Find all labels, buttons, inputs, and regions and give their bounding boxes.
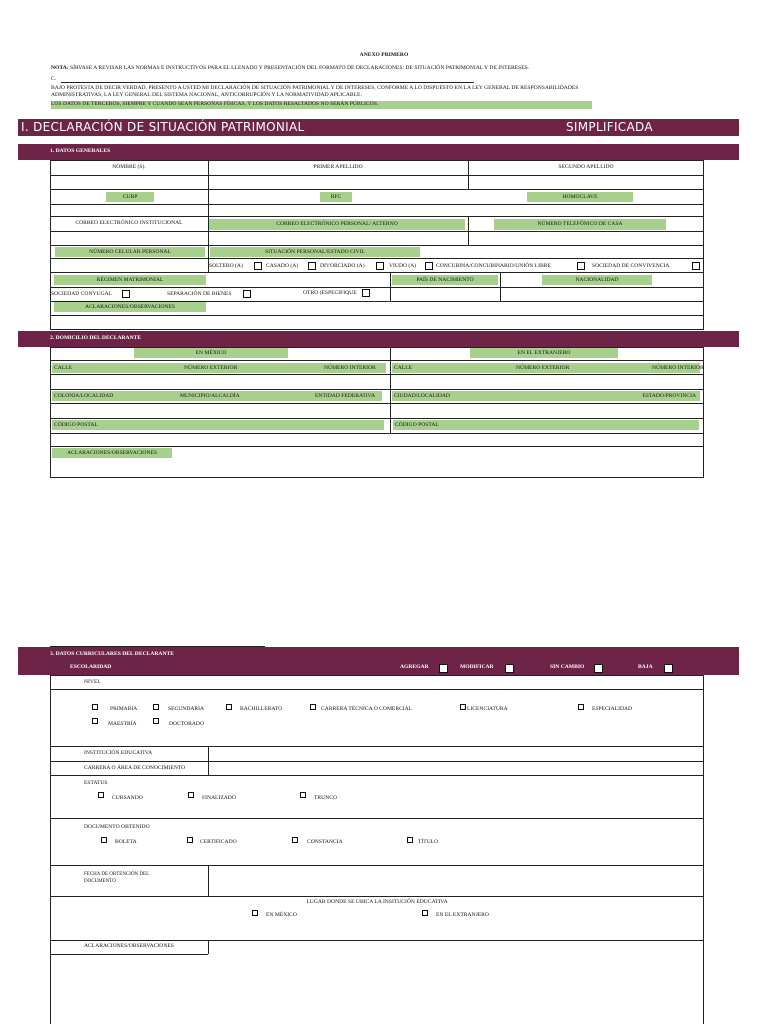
row-line [50,433,704,434]
especialidad-checkbox[interactable] [578,704,584,710]
constancia-label: CONSTANCIA [307,839,343,845]
row-line [50,761,704,762]
row-line [50,865,704,866]
soltero-label: SOLTERO (A) [209,263,243,269]
section-datos-generales [18,144,739,160]
lugar-mexico-checkbox[interactable] [252,910,258,916]
constancia-checkbox[interactable] [292,837,298,843]
cp-mx-label-box [52,420,384,430]
otro-label: OTRO (ESPECIFIQUE [303,290,357,296]
lugar-label: LUGAR DONDE SE UBICA LA INSITUCIÓN EDUCATIVA [306,899,448,905]
row-line [50,746,704,747]
nota-label: NOTA: [51,65,69,71]
fecha-label-2: DOCUMENTO [84,879,116,884]
finalizado-checkbox[interactable] [188,792,194,798]
row-line [50,689,704,690]
baja-checkbox[interactable] [664,664,673,673]
titulo-checkbox[interactable] [407,837,413,843]
secundaria-checkbox[interactable] [153,704,159,710]
celular-label: NÚMERO CELULAR PERSONAL [55,247,205,257]
lugar-extranjero-checkbox[interactable] [422,910,428,916]
concubina-label: CONCUBINA/CONCUBINARIO/UNIÓN LIBRE [436,263,551,269]
row-line [50,818,704,819]
pais-nacimiento-label: PAÍS DE NACIMIENTO [392,275,498,285]
row-line [50,360,704,361]
terceros-notice: LOS DATOS DE TERCEROS, SIEMPRE Y CUANDO SEAN PERSONAS FÍSICAS, Y LOS DATOS RESALTADOS NO SERÁN PÚBLICOS. [51,101,592,109]
certificado-label: CERTIFICADO [200,839,237,845]
correo-personal-label: CORREO ELECTRÓNICO PERSONAL/ ALTERNO [209,219,465,230]
row-line [50,954,208,955]
calle-mx-label: CALLE [54,365,73,371]
col-line [208,746,209,775]
row-line [50,374,704,375]
maestria-checkbox[interactable] [92,718,98,724]
situacion-civil-label: SITUACIÓN PERSONAL/ESTADO CIVIL [210,247,420,257]
doctorado-checkbox[interactable] [153,718,159,724]
section-2-title: 2. DOMICILIO DEL DECLARANTE [50,335,142,341]
divorciado-checkbox[interactable] [376,262,384,270]
entidad-label: ENTIDAD FEDERATIVA [315,393,376,399]
regimen-label: RÉGIMEN MATRIMONIAL [54,275,206,285]
bachillerato-label: BACHILLERATO [240,706,283,712]
row-line [50,418,704,419]
doctorado-label: DOCTORADO [169,721,205,727]
row-line [50,389,704,390]
row-line [50,216,704,217]
licenciatura-checkbox[interactable] [460,704,466,710]
casado-checkbox[interactable] [308,262,316,270]
row-line [50,940,704,941]
finalizado-label: FINALIZADO [202,795,236,801]
boleta-checkbox[interactable] [101,837,107,843]
bachillerato-checkbox[interactable] [226,704,232,710]
curriculares-form [50,675,704,1024]
fecha-label-1: FECHA DE OBTENCIÓN DEL [84,872,150,877]
cp-mx-label: CÓDIGO POSTAL [54,422,98,428]
col-line [500,272,501,301]
en-mexico-label: EN MÉXICO [134,348,288,358]
conyugal-label: SOCIEDAD CONYUGAL [51,291,113,297]
modificar-checkbox[interactable] [505,664,514,673]
aclaraciones-2-label: ACLARACIONES/OBSERVACIONES [52,448,172,458]
calle-ext-label: CALLE [394,365,413,371]
estado-label: ESTADO/PROVINCIA [642,393,696,399]
especialidad-label: ESPECIALIDAD [592,706,633,712]
nacionalidad-label: NACIONALIDAD [542,275,652,285]
colonia-row [52,391,382,401]
calle-ext-row [392,363,704,373]
sin-cambio-label: SIN CAMBIO [550,664,585,670]
curp-label: CURP [106,192,154,202]
trunco-label: TRUNCO [314,795,337,801]
protesta-line-2: ADMINISTRATIVAS, LA LEY GENERAL DEL SISTEMA NACIONAL, ANTICORRUPCIÓN Y LA NORMATIVIDAD APLICABLE. [51,92,362,98]
convivencia-checkbox[interactable] [692,262,700,270]
escolaridad-label: ESCOLARIDAD [70,664,112,670]
aclaraciones-3-label: ACLARACIONES/OBSERVACIONES [84,943,174,949]
section-3-title: 3. DATOS CURRICULARES DEL DECLARANTE [50,651,174,657]
row-line [50,775,704,776]
segundo-apellido-label: SEGUNDO APELLIDO [558,164,614,170]
baja-label: BAJA [638,664,653,670]
modificar-label: MODIFICAR [460,664,494,670]
section-curriculares [18,647,739,675]
row-line [50,204,704,205]
ciudad-row [392,391,700,401]
convivencia-label: SOCIEDAD DE CONVIVENCIA [592,263,670,269]
documento-label: DOCUMENTO OBTENIDO [84,824,150,830]
declaration-type: SIMPLIFICADA [566,120,653,134]
carrera-tecnica-label: CARRERA TÉCNICA O COMERCIAL [321,706,413,712]
cp-ext-label: CÓDIGO POSTAL [395,422,439,428]
primaria-checkbox[interactable] [92,704,98,710]
carrera-area-label: CARRERA O ÁREA DE CONOCIMIENTO [84,765,186,771]
row-line [50,403,704,404]
nota [51,65,529,72]
otro-checkbox[interactable] [362,289,370,297]
c-label: C. [51,76,57,82]
primer-apellido-label: PRIMER APELLIDO [313,164,363,170]
agregar-label: AGREGAR [400,664,429,670]
num-int-ext-label: NÚMERO INTERIOR [652,365,704,371]
nombre-label: NOMBRE (S). [112,164,146,170]
cp-ext-label-box [393,420,699,430]
section-domicilio [18,331,739,347]
trunco-checkbox[interactable] [300,792,306,798]
viudo-label: VIUDO (A) [389,263,417,269]
num-ext-mx-label: NÚMERO EXTERIOR [184,365,238,371]
colonia-label: COLONIA/LOCALIDAD [54,393,114,399]
row-line [50,258,704,259]
row-line [50,175,704,176]
homoclave-label: HOMOCLAVE [527,192,633,202]
telefono-casa-label: NÚMERO TELEFÓNICO DE CASA [494,219,666,230]
sin-cambio-checkbox[interactable] [594,664,603,673]
boleta-label: BOLETA [115,839,137,845]
separacion-checkbox[interactable] [243,290,251,298]
col-line [390,272,391,301]
num-ext-ext-label: NÚMERO EXTERIOR [516,365,570,371]
lugar-mexico-label: EN MÉXICO [266,912,297,918]
row-line [50,446,704,447]
estatus-label: ESTATUS [84,780,108,786]
certificado-checkbox[interactable] [187,837,193,843]
en-extranjero-label: EN EL EXTRANJERO [470,348,618,358]
section-1-title: 1. DATOS GENERALES [50,148,111,154]
soltero-checkbox[interactable] [254,262,262,270]
row-line [50,231,704,232]
maestria-label: MAESTRÍA [108,721,137,727]
divorciado-label: DIVORCIADO (A) [320,263,365,269]
municipio-label: MUNICIPIO/ALCALDÍA [180,393,240,399]
num-int-mx-label: NÚMERO INTERIOR [324,365,376,371]
title-bar [18,119,739,136]
row-line [50,272,704,273]
concubina-checkbox[interactable] [577,262,585,270]
row-line [50,245,704,246]
col-line [468,216,469,245]
anexo-title: ANEXO PRIMERO [359,52,409,58]
agregar-checkbox[interactable] [439,664,448,673]
aclaraciones-1-label: ACLARACIONES/OBSERVACIONES [54,302,206,312]
institucion-label: INSTITUCIÓN EDUCATIVA [84,750,153,756]
calle-mx-row [52,363,386,373]
row-line [50,287,704,288]
correo-institucional-label: CORREO ELECTRÓNICO INSTITUCIONAL [75,220,183,226]
titulo-label: TÍTULO [418,839,439,845]
nota-text: SÍRVASE A REVISAR LAS NORMAS E INSTRUCTIVOS PARA EL LLENADO Y PRESENTACIÓN DEL FORMATO DE DECLARACIONES: DE SITUACIÓN PATRIMONIAL Y DE INTERESES. [70,65,530,71]
primaria-label: PRIMARIA [110,706,138,712]
cursando-label: CURSANDO [112,795,143,801]
c-name-line[interactable] [61,82,474,83]
nivel-label: NIVEL [84,679,101,685]
licenciatura-label: LICENCIATURA [467,706,508,712]
ciudad-label: CIUDAD/LOCALIDAD [394,393,450,399]
col-line [208,940,209,954]
lugar-extranjero-label: EN EL EXTRANJERO [436,912,489,918]
protesta-line-1: BAJO PROTESTA DE DECIR VERDAD, PRESENTO A USTED MI DECLARACIÓN DE SITUACIÓN PATRIMONIAL Y DE INTERESES, CONFORME A LO DISPUESTO EN LA LEY GENERAL DE RESPONSABILIDADES [51,85,579,91]
rfc-label: RFC [320,192,352,202]
casado-label: CASADO (A) [266,263,299,269]
cursando-checkbox[interactable] [98,792,104,798]
col-line [208,865,209,896]
conyugal-checkbox[interactable] [122,290,130,298]
row-line [50,315,704,316]
viudo-checkbox[interactable] [425,262,433,270]
secundaria-label: SECUNDARIA [168,706,205,712]
separacion-label: SEPARACIÓN DE BIENES [167,291,232,297]
page-title: I. DECLARACIÓN DE SITUACIÓN PATRIMONIAL [21,120,305,134]
carrera-tecnica-checkbox[interactable] [310,704,316,710]
row-line [50,896,704,897]
row-line [50,189,704,190]
